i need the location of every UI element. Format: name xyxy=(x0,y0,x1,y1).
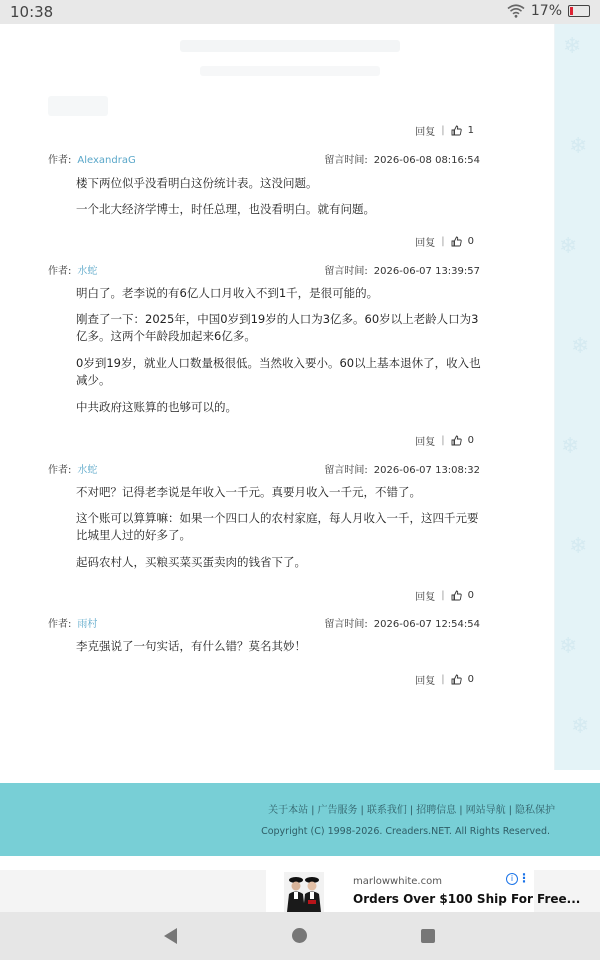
comment-text: 起码农村人，买粮买菜买蛋卖肉的钱省下了。 xyxy=(76,555,306,569)
comment-text: 明白了。老李说的有6亿人口月收入不到1千，是很可能的。 xyxy=(76,286,379,300)
reply-link[interactable]: 回复 xyxy=(415,592,436,603)
author-link[interactable]: 雨村 xyxy=(77,619,98,630)
comment-text: 这个账可以算算嘛：如果一个四口人的农村家庭，每人月收入一千，这四千元要比城里人过的好多了。 xyxy=(76,511,479,542)
comment-meta xyxy=(48,262,480,277)
footer-links: 关于本站 | 广告服务 | 联系我们 | 招聘信息 | 网站导航 | 隐私保护 xyxy=(268,805,555,816)
footer-link-sitemap[interactable]: 网站导航 xyxy=(465,805,506,816)
thumbs-up-icon[interactable] xyxy=(451,674,462,685)
comment-text: 楼下两位似乎没看明白这份统计表。这没问题。 xyxy=(76,176,318,190)
thumbs-up-icon[interactable] xyxy=(451,236,462,247)
status-bar xyxy=(0,0,600,24)
footer-link-ads[interactable]: 广告服务 xyxy=(317,805,358,816)
ad-banner[interactable] xyxy=(266,870,581,912)
author-label: 作者: xyxy=(48,619,72,630)
comment-meta xyxy=(48,151,480,166)
author-label: 作者: xyxy=(48,155,72,166)
faded-header xyxy=(180,40,400,52)
footer-link-about[interactable]: 关于本站 xyxy=(268,805,309,816)
author-link[interactable]: AlexandraG xyxy=(77,155,136,166)
comment-actions: 回复 | 1 xyxy=(415,125,474,138)
page-body xyxy=(0,24,600,770)
status-time: 10:38 xyxy=(10,3,54,21)
reply-link[interactable]: 回复 xyxy=(415,437,436,448)
comment-actions: 回复 | 0 xyxy=(415,674,474,687)
author-link[interactable]: 水蛇 xyxy=(77,266,98,277)
comment-time: 留言时间: 2026-06-07 13:39:57 xyxy=(324,266,480,277)
comment-actions: 回复 | 0 xyxy=(415,236,474,249)
thumbs-up-icon[interactable] xyxy=(451,125,462,136)
thumbs-up-icon[interactable] xyxy=(451,590,462,601)
home-icon[interactable] xyxy=(292,928,307,943)
comment-text: 一个北大经济学博士，时任总理，也没看明白。就有问题。 xyxy=(76,202,375,216)
ad-domain: marlowwhite.com xyxy=(353,876,442,887)
wifi-icon xyxy=(507,4,525,18)
status-icons xyxy=(507,3,590,19)
comments-panel xyxy=(0,24,554,770)
battery-percent: 17% xyxy=(530,3,562,19)
comment-text: 李克强说了一句实话，有什么错？莫名其妙！ xyxy=(76,639,306,653)
footer-link-privacy[interactable]: 隐私保护 xyxy=(515,805,555,816)
comment-meta xyxy=(48,461,480,476)
comment-text: 0岁到19岁，就业人口数量极很低。当然收入要小。60以上基本退休了，收入也减少。 xyxy=(76,356,481,387)
reply-link[interactable]: 回复 xyxy=(415,127,436,138)
faded-subheader xyxy=(200,66,380,76)
like-count: 0 xyxy=(467,236,474,247)
like-count: 0 xyxy=(467,674,474,685)
faded-tag xyxy=(48,96,108,116)
reply-link[interactable]: 回复 xyxy=(415,238,436,249)
ad-more-icon[interactable]: ⋮ xyxy=(518,871,530,885)
footer-link-jobs[interactable]: 招聘信息 xyxy=(416,805,457,816)
author-label: 作者: xyxy=(48,266,72,277)
recent-apps-icon[interactable] xyxy=(421,929,435,943)
ad-info-icon[interactable]: i xyxy=(506,873,518,885)
like-count: 0 xyxy=(467,435,474,446)
reply-link[interactable]: 回复 xyxy=(415,676,436,687)
site-footer xyxy=(0,783,600,856)
comment-text: 刚查了一下：2025年，中国0岁到19岁的人口为3亿多。60岁以上老龄人口为3亿多。这两个年龄段加起来6亿多。 xyxy=(76,312,479,343)
comment-text: 中共政府这账算的也够可以的。 xyxy=(76,400,237,414)
ad-image xyxy=(284,872,324,912)
like-count: 1 xyxy=(467,125,474,136)
navigation-bar xyxy=(0,912,600,960)
comment-time: 留言时间: 2026-06-08 08:16:54 xyxy=(324,155,480,166)
comment-actions: 回复 | 0 xyxy=(415,435,474,448)
author-link[interactable]: 水蛇 xyxy=(77,465,98,476)
thumbs-up-icon[interactable] xyxy=(451,435,462,446)
author-label: 作者: xyxy=(48,465,72,476)
footer-link-contact[interactable]: 联系我们 xyxy=(366,805,407,816)
ad-title[interactable]: Orders Over $100 Ship For Free... xyxy=(353,892,581,906)
comment-text: 不对吧？记得老李说是年收入一千元。真要月收入一千元，不错了。 xyxy=(76,485,421,499)
comment-actions: 回复 | 0 xyxy=(415,590,474,603)
comment-time: 留言时间: 2026-06-07 12:54:54 xyxy=(324,619,480,630)
battery-icon xyxy=(568,5,590,17)
like-count: 0 xyxy=(467,590,474,601)
back-icon[interactable] xyxy=(164,928,177,944)
copyright: Copyright (C) 1998-2026. Creaders.NET. All Rights Reserved. xyxy=(261,826,550,837)
spacer xyxy=(0,856,600,870)
comment-meta xyxy=(48,615,480,630)
comment-time: 留言时间: 2026-06-07 13:08:32 xyxy=(324,465,480,476)
snowflake-decoration: ❄ ❄ ❄ ❄ ❄ ❄ ❄ ❄ xyxy=(555,24,600,770)
